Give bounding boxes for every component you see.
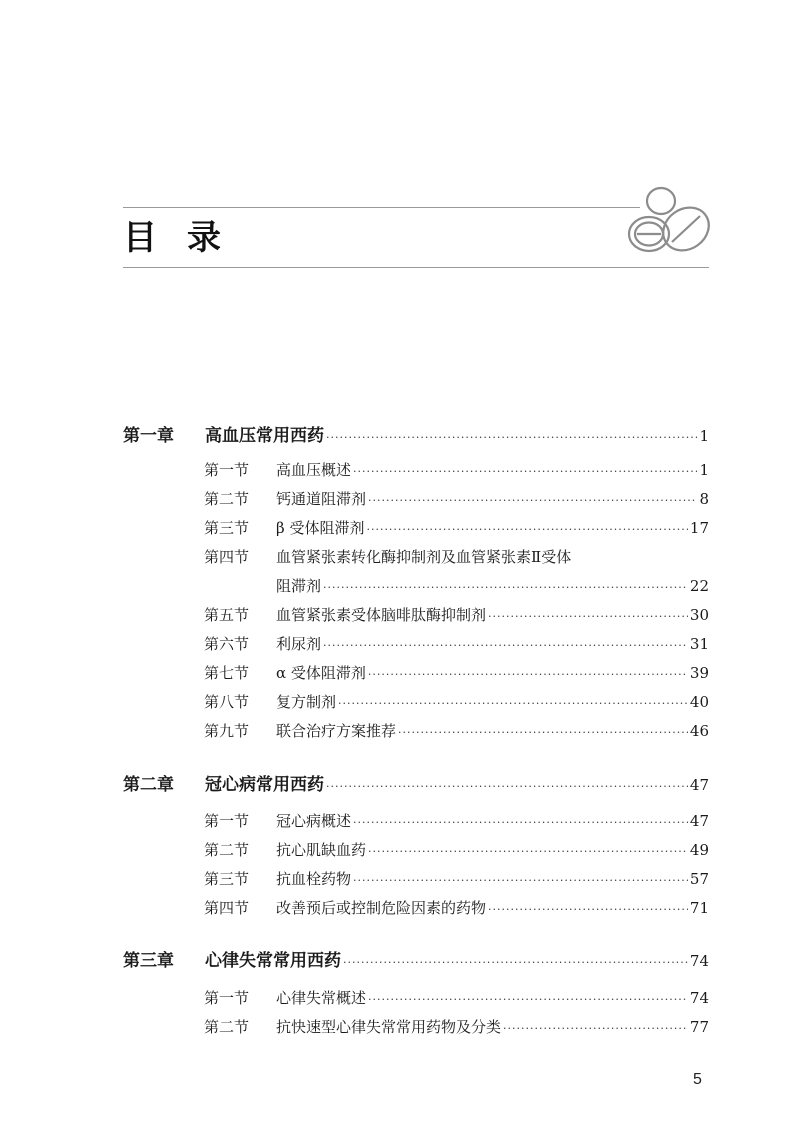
page-ref: 8 xyxy=(699,490,709,508)
dot-leader xyxy=(366,523,687,536)
section-number: 第二节 xyxy=(204,1018,250,1036)
section-title: 抗快速型心律失常常用药物及分类 xyxy=(276,1018,502,1036)
page-number: 5 xyxy=(693,1071,702,1088)
toc-section[interactable] xyxy=(204,662,709,683)
dot-leader xyxy=(503,1022,688,1035)
toc-section[interactable] xyxy=(204,517,709,538)
title-char-2: 录 xyxy=(187,218,221,258)
page-ref: 49 xyxy=(689,841,709,859)
section-title: 钙通道阻滞剂 xyxy=(276,490,367,508)
chapter-number: 第一章 xyxy=(123,426,174,446)
page-ref: 1 xyxy=(699,461,709,479)
page-ref: 1 xyxy=(699,427,709,445)
section-title: 高血压概述 xyxy=(276,461,352,479)
toc-section[interactable] xyxy=(204,868,709,889)
page-ref: 22 xyxy=(689,577,709,595)
page-ref: 74 xyxy=(689,989,709,1007)
toc-section[interactable] xyxy=(204,691,709,712)
page-ref: 39 xyxy=(689,664,709,682)
dot-leader xyxy=(338,697,688,710)
section-number: 第九节 xyxy=(204,722,250,740)
section-title: 抗心肌缺血药 xyxy=(276,841,367,859)
page-ref: 30 xyxy=(689,606,709,624)
section-title: 心律失常概述 xyxy=(276,989,367,1007)
section-number: 第三节 xyxy=(204,870,250,888)
dot-leader xyxy=(353,874,688,887)
dot-leader xyxy=(326,431,697,444)
chapter-number: 第三章 xyxy=(123,951,174,971)
dot-leader xyxy=(488,903,688,916)
toc-section[interactable] xyxy=(204,720,709,741)
section-number: 第三节 xyxy=(204,519,250,537)
dot-leader xyxy=(368,845,688,858)
section-number: 第二节 xyxy=(204,841,250,859)
section-title: 复方制剂 xyxy=(276,693,337,711)
toc-section[interactable] xyxy=(204,987,709,1008)
section-number: 第一节 xyxy=(204,989,250,1007)
dot-leader xyxy=(326,780,688,793)
dot-leader xyxy=(343,956,688,969)
section-title: 改善预后或控制危险因素的药物 xyxy=(276,899,487,917)
toc-section[interactable] xyxy=(204,897,709,918)
section-title: 血管紧张素受体脑啡肽酶抑制剂 xyxy=(276,606,487,624)
toc-section-line-2[interactable] xyxy=(276,575,709,596)
page-ref: 74 xyxy=(689,952,709,970)
toc-section[interactable] xyxy=(204,633,709,654)
toc-section[interactable] xyxy=(204,810,709,831)
dot-leader xyxy=(368,668,688,681)
dot-leader xyxy=(368,993,688,1006)
toc-section[interactable] xyxy=(204,1016,709,1037)
page-ref: 47 xyxy=(689,776,709,794)
toc-section[interactable] xyxy=(204,839,709,860)
section-title: α 受体阻滞剂 xyxy=(276,664,366,682)
page-ref: 71 xyxy=(689,899,709,917)
toc-chapter-1[interactable] xyxy=(123,421,709,446)
section-title: 血管紧张素转化酶抑制剂及血管紧张素Ⅱ受体 xyxy=(276,548,572,566)
section-title-continued: 阻滞剂 xyxy=(276,577,322,595)
chapter-title: 冠心病常用西药 xyxy=(205,775,324,795)
toc-section-line-1[interactable] xyxy=(204,546,709,567)
page-ref: 57 xyxy=(689,870,709,888)
section-title: 利尿剂 xyxy=(276,635,322,653)
dot-leader xyxy=(323,639,688,652)
section-number: 第四节 xyxy=(204,899,250,917)
page-ref: 31 xyxy=(689,635,709,653)
toc-section[interactable] xyxy=(204,459,709,480)
page-ref: 46 xyxy=(689,722,709,740)
title-char-1: 目 xyxy=(123,218,157,258)
toc-chapter-2[interactable] xyxy=(123,770,709,795)
dot-leader xyxy=(353,465,697,478)
page-ref: 47 xyxy=(689,812,709,830)
dot-leader xyxy=(398,726,688,739)
section-title: 抗血栓药物 xyxy=(276,870,352,888)
section-number: 第四节 xyxy=(204,548,250,566)
dot-leader xyxy=(368,494,697,507)
dot-leader xyxy=(353,816,688,829)
dot-leader xyxy=(323,581,688,594)
section-title: β 受体阻滞剂 xyxy=(276,519,365,537)
section-number: 第一节 xyxy=(204,461,250,479)
section-number: 第八节 xyxy=(204,693,250,711)
section-number: 第七节 xyxy=(204,664,250,682)
section-title: 联合治疗方案推荐 xyxy=(276,722,397,740)
section-number: 第二节 xyxy=(204,490,250,508)
chapter-title: 心律失常常用西药 xyxy=(205,951,341,971)
toc-chapter-3[interactable] xyxy=(123,946,709,971)
page-ref: 77 xyxy=(689,1018,709,1036)
page-ref: 40 xyxy=(689,693,709,711)
chapter-number: 第二章 xyxy=(123,775,174,795)
toc-section[interactable] xyxy=(204,604,709,625)
section-number: 第六节 xyxy=(204,635,250,653)
dot-leader xyxy=(488,610,688,623)
section-number: 第五节 xyxy=(204,606,250,624)
section-title: 冠心病概述 xyxy=(276,812,352,830)
page-ref: 17 xyxy=(689,519,709,537)
chapter-title: 高血压常用西药 xyxy=(205,426,324,446)
toc-section[interactable] xyxy=(204,488,709,509)
section-number: 第一节 xyxy=(204,812,250,830)
